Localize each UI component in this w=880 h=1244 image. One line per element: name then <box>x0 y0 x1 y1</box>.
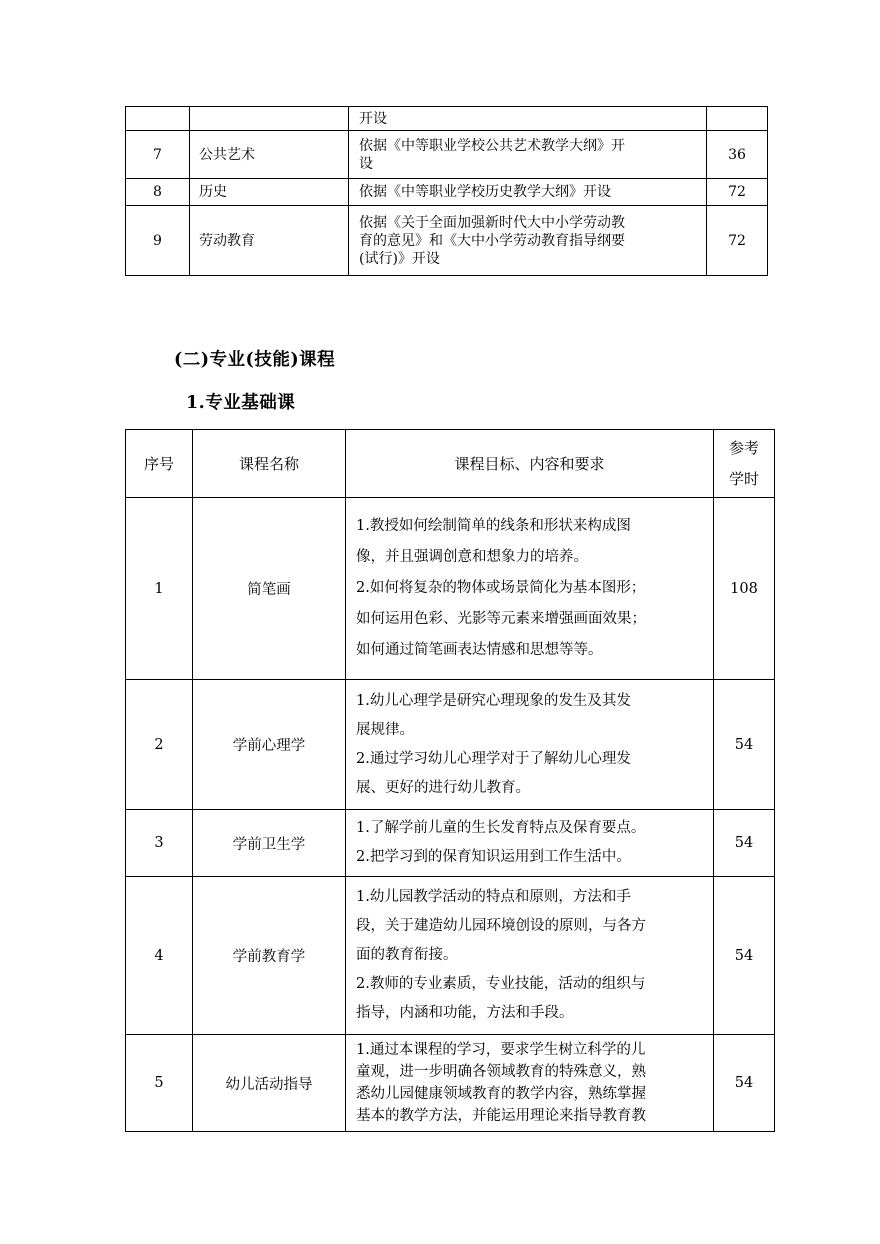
course-hours: 72 <box>707 206 768 276</box>
description-line: 2.教师的专业素质，专业技能，活动的组织与 <box>356 976 646 992</box>
course-name: 公共艺术 <box>190 131 349 179</box>
description-line: 1.通过本课程的学习，要求学生树立科学的儿 <box>356 1042 646 1058</box>
description-line: 悉幼儿园健康领域教育的教学内容，熟练掌握 <box>356 1086 646 1102</box>
table-header-row <box>126 430 775 498</box>
course-name: 劳动教育 <box>190 206 349 276</box>
description-line: 设 <box>359 155 373 172</box>
description-line: 依据《关于全面加强新时代大中小学劳动教 <box>359 214 625 231</box>
table-row <box>126 131 768 179</box>
course-description <box>346 810 714 877</box>
table-row <box>126 498 775 680</box>
course-description <box>346 498 714 680</box>
course-name: 幼儿活动指导 <box>193 1035 346 1132</box>
row-number: 1 <box>126 498 193 680</box>
description-line: 像，并且强调创意和想象力的培养。 <box>356 549 588 565</box>
course-hours: 54 <box>714 877 775 1035</box>
course-hours <box>707 107 768 131</box>
course-description <box>349 131 707 179</box>
header-hours-line: 参考 <box>728 438 759 457</box>
subsection-heading: 1.专业基础课 <box>186 393 296 413</box>
course-hours: 36 <box>707 131 768 179</box>
table-row <box>126 107 768 131</box>
table-row <box>126 1035 775 1132</box>
course-description <box>349 206 707 276</box>
description-line: 如何运用色彩、光影等元素来增强画面效果； <box>356 611 646 627</box>
description-line: 2.如何将复杂的物体或场景简化为基本图形； <box>356 580 646 596</box>
course-description <box>349 179 707 206</box>
description-line: 依据《中等职业学校公共艺术教学大纲》开 <box>359 137 625 154</box>
course-description <box>346 1035 714 1132</box>
header-course-name: 课程名称 <box>193 430 346 498</box>
row-number: 3 <box>126 810 193 877</box>
course-name: 学前心理学 <box>193 680 346 810</box>
description-line: 1.幼儿心理学是研究心理现象的发生及其发 <box>356 692 631 709</box>
row-number: 2 <box>126 680 193 810</box>
row-number: 8 <box>126 179 190 206</box>
course-description <box>346 877 714 1035</box>
description-line: 育的意见》和《大中小学劳动教育指导纲要 <box>359 232 625 249</box>
description-line: 指导，内涵和功能，方法和手段。 <box>356 1005 574 1021</box>
row-number: 4 <box>126 877 193 1035</box>
course-hours: 54 <box>714 680 775 810</box>
header-hours-line: 学时 <box>728 469 759 488</box>
description-line: 1.了解学前儿童的生长发育特点及保育要点。 <box>356 820 646 836</box>
general-course-table <box>125 106 768 276</box>
course-name: 历史 <box>190 179 349 206</box>
row-number: 5 <box>126 1035 193 1132</box>
major-course-table <box>125 429 775 1132</box>
header-number: 序号 <box>126 430 193 498</box>
course-name: 简笔画 <box>193 498 346 680</box>
section-heading: (二)专业(技能)课程 <box>174 350 336 370</box>
header-hours <box>714 430 775 498</box>
course-name: 学前教育学 <box>193 877 346 1035</box>
table-row <box>126 877 775 1035</box>
course-description <box>349 107 707 131</box>
description-line: 童观，进一步明确各领域教育的特殊意义，熟 <box>356 1064 646 1080</box>
description-line: 基本的教学方法，并能运用理论来指导教育教 <box>356 1108 646 1124</box>
description-line: 展规律。 <box>356 721 414 738</box>
row-number: 9 <box>126 206 190 276</box>
description-line: 2.把学习到的保育知识运用到工作生活中。 <box>356 849 631 865</box>
row-number: 7 <box>126 131 190 179</box>
row-number <box>126 107 190 131</box>
table-row <box>126 680 775 810</box>
course-hours: 108 <box>714 498 775 680</box>
description-line: 开设 <box>359 110 387 127</box>
table-row <box>126 179 768 206</box>
course-name <box>190 107 349 131</box>
description-line: 依据《中等职业学校历史教学大纲》开设 <box>359 184 611 200</box>
description-line: 如何通过简笔画表达情感和思想等等。 <box>356 642 603 658</box>
description-line: 展、更好的进行幼儿教育。 <box>356 779 530 796</box>
description-line: 2.通过学习幼儿心理学对于了解幼儿心理发 <box>356 750 631 767</box>
description-line: (试行)》开设 <box>359 250 440 267</box>
course-hours: 54 <box>714 810 775 877</box>
table-row <box>126 206 768 276</box>
course-hours: 54 <box>714 1035 775 1132</box>
course-hours: 72 <box>707 179 768 206</box>
course-description <box>346 680 714 810</box>
table-row <box>126 810 775 877</box>
description-line: 1.幼儿园教学活动的特点和原则，方法和手 <box>356 889 631 905</box>
description-line: 面的教育衔接。 <box>356 947 458 963</box>
header-description: 课程目标、内容和要求 <box>346 430 714 498</box>
course-name: 学前卫生学 <box>193 810 346 877</box>
description-line: 1.教授如何绘制简单的线条和形状来构成图 <box>356 518 631 534</box>
description-line: 段，关于建造幼儿园环境创设的原则，与各方 <box>356 918 646 934</box>
